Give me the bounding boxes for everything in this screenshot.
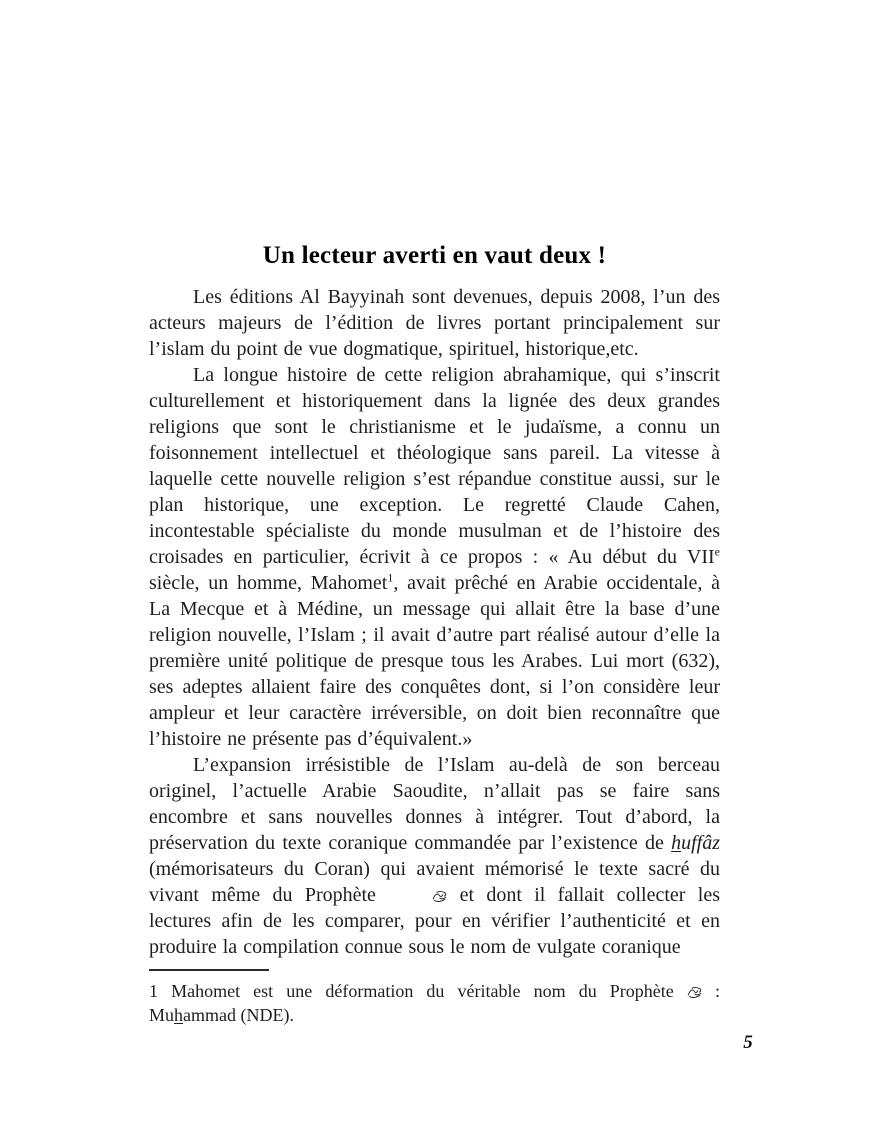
- page-number: 5: [743, 1032, 753, 1053]
- text-segment: ammad (NDE).: [183, 1005, 294, 1025]
- text-segment: Mu: [149, 1005, 175, 1025]
- text-segment: :: [701, 981, 720, 1001]
- paragraph: [149, 362, 720, 752]
- footnote: [149, 961, 720, 1027]
- text-segment: h: [174, 1005, 184, 1025]
- saw-calligraphy-icon: [388, 890, 447, 902]
- text-segment: et dont il fallait collecter les lectures afin de les comparer, pour en vérifier l’authenticité et en produire la compilation connue sous le nom de vulgate coranique: [149, 884, 720, 958]
- text-segment: La longue histoire de cette religion abrahamique, qui s’inscrit culturellement et historiquement dans la lignée des deux grandes religions que sont le christianisme et le judaïsme, a connu un foisonnement intellectuel et théologique sans pareil. La vitesse à laquelle cette nouvelle religion s’est répandue constitue aussi, sur le plan historique, une exception. Le regretté Claude Cahen, incontestable spécialiste du monde musulman et de l’histoire des croisades en particulier, écrivit à ce propos : « Au début du VII: [149, 364, 720, 568]
- text-segment: 1 Mahomet est une déformation du véritable nom du Prophète: [149, 981, 687, 1001]
- paragraph: [149, 284, 720, 362]
- paragraph: [149, 752, 720, 960]
- text-segment: e: [714, 544, 720, 559]
- footnote-line-2: [149, 1003, 720, 1027]
- saw-calligraphy-icon: [687, 986, 702, 998]
- body-paragraphs: [149, 284, 720, 960]
- footnote-separator-rule: [149, 969, 269, 971]
- text-segment: , avait prêché en Arabie occidentale, à La Mecque et à Médine, un message qui allait être la base d’une religion nouvelle, l’Islam ; il avait d’autre part réalisé autour d’elle la première unité politique de presque tous les Arabes. Lui mort (632), ses adeptes allaient faire des conquêtes dont, si l’on considère leur ampleur et leur caractère irréversible, on doit bien reconnaître que l’histoire ne présente pas d’équivalent.»: [149, 572, 721, 750]
- text-segment: siècle, un homme, Mahomet: [149, 572, 388, 594]
- text-segment: uffâz: [681, 832, 720, 854]
- text-segment: h: [671, 832, 682, 854]
- text-segment: (mémorisateurs du Coran) qui avaient mémorisé le texte sacré du vivant même du Prophète: [149, 858, 720, 906]
- text-segment: 1: [387, 570, 394, 585]
- footnote-line-1: [149, 979, 720, 1003]
- page-content: [149, 240, 720, 960]
- text-segment: Les éditions Al Bayyinah sont devenues, depuis 2008, l’un des acteurs majeurs de l’édition de livres portant principalement sur l’islam du point de vue dogmatique, spirituel, historique,etc.: [149, 286, 720, 360]
- page-title: Un lecteur averti en vaut deux !: [262, 242, 607, 269]
- text-segment: L’expansion irrésistible de l’Islam au-delà de son berceau originel, l’actuelle Arabie Saoudite, n’allait pas se faire sans encombre et sans nouvelles donnes à intégrer. Tout d’abord, la préservation du texte coranique commandée par l’existence de: [149, 754, 720, 854]
